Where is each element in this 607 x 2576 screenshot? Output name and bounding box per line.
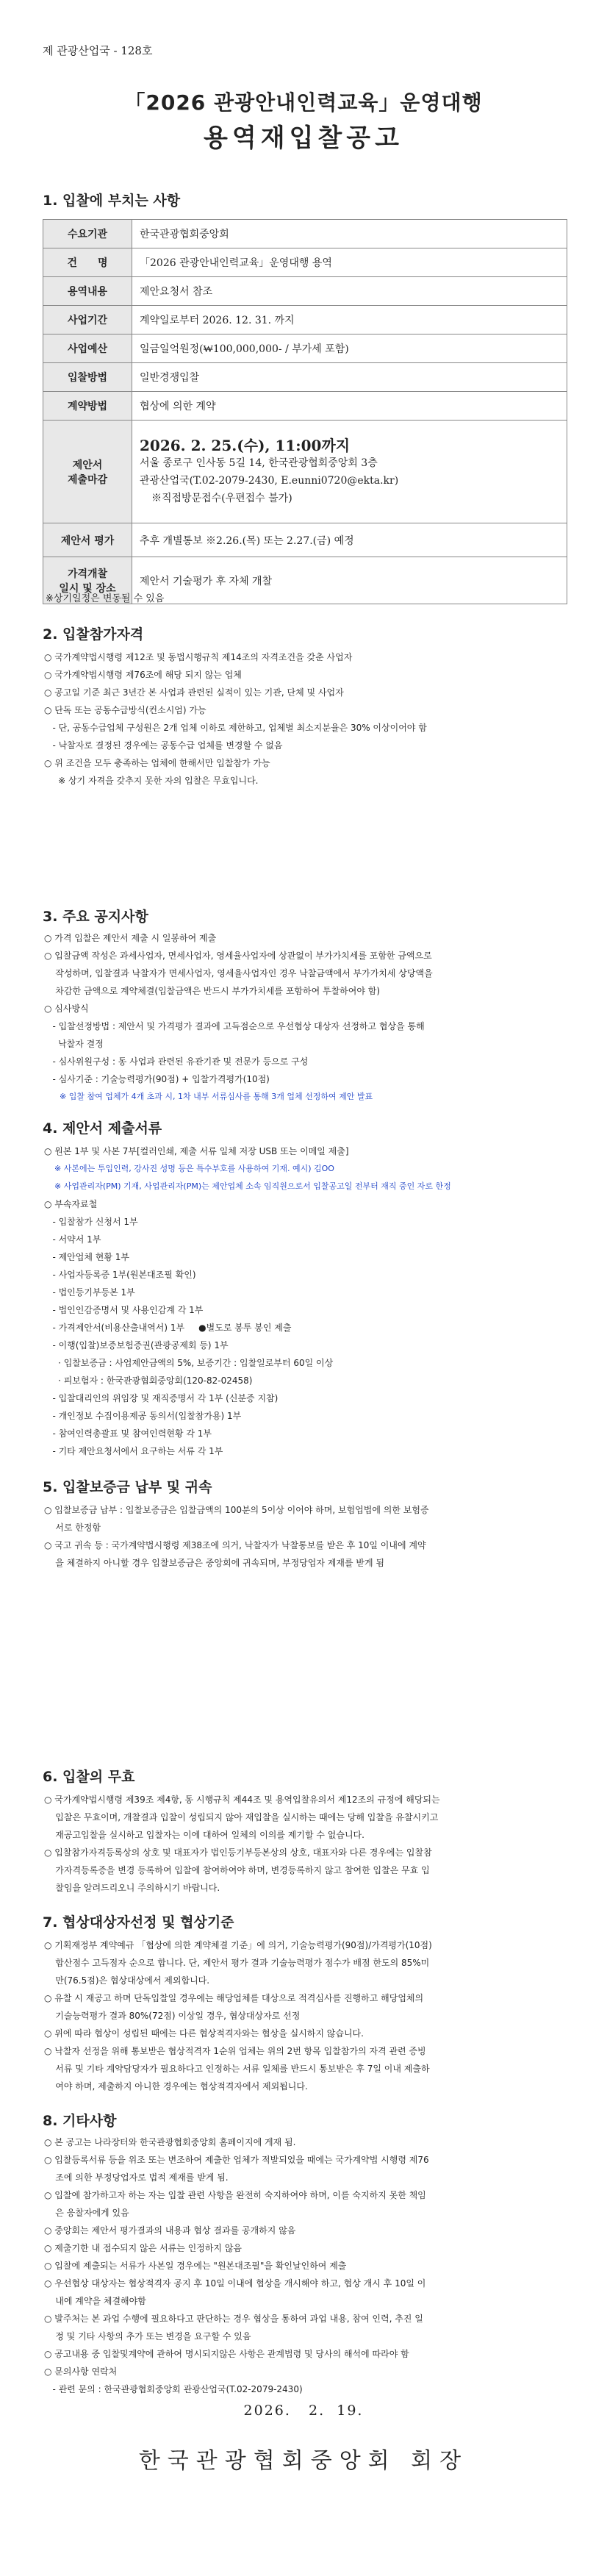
list-item: - 입찰참가 신청서 1부 <box>44 1217 138 1227</box>
list-item: ○ 위 조건을 모두 충족하는 업체에 한해서만 입찰참가 가능 <box>44 758 270 768</box>
issuer-signature: 한국관광협회중앙회 회장 <box>138 2448 469 2474</box>
section5-body <box>44 1501 573 1572</box>
list-item: 정 및 기타 사항의 추가 또는 변경을 요구할 수 있음 <box>44 2331 251 2341</box>
section2-body <box>44 648 573 790</box>
list-item: · 피보험자 : 한국관광협회중앙회(120-82-02458) <box>44 1375 253 1386</box>
list-item: ※ 상기 자격을 갖추지 못한 자의 입찰은 무효입니다. <box>44 776 259 786</box>
row-header: 수요기관 <box>43 220 132 248</box>
list-item: - 심사기준 : 기술능력평가(90점) + 입찰가격평가(10점) <box>44 1074 270 1084</box>
list-item: ○ 유찰 시 재공고 하며 단독입찰일 경우에는 해당업체를 대상으로 적격심사를 진행하고 해당업체의 <box>44 1993 424 2003</box>
list-item: 낙찰자 결정 <box>44 1039 104 1049</box>
evaluation-row <box>43 523 567 557</box>
row-header: 사업기간 <box>43 306 132 334</box>
row-value: 계약일로부터 2026. 12. 31. 까지 <box>132 306 567 334</box>
list-item: ※ 사업관리자(PM) 기재, 사업관리자(PM)는 제안업체 소속 임직원으로서 입찰공고일 전부터 재직 중인 자로 한정 <box>44 1181 451 1191</box>
row-value: 한국관광협회중앙회 <box>132 220 567 248</box>
row-header: 입찰방법 <box>43 363 132 392</box>
list-item: - 심사위원구성 : 동 사업과 관련된 유관기관 및 전문가 등으로 구성 <box>44 1056 309 1067</box>
list-item: 찰임을 알려드리오니 주의하시기 바랍니다. <box>44 1883 220 1893</box>
list-item: ○ 중앙회는 제안서 평가결과의 내용과 협상 결과를 공개하지 않음 <box>44 2225 296 2236</box>
table-row <box>43 392 567 421</box>
list-item: 기술능력평가 결과 80%(72점) 이상일 경우, 협상대상자로 선정 <box>44 2011 301 2021</box>
list-item: - 개인정보 수집이용제공 동의서(입찰참가용) 1부 <box>44 1411 242 1421</box>
list-item: ※ 사본에는 투입인력, 강사진 성명 등은 특수부호를 사용하여 기재. 예시) 김OO <box>44 1164 334 1173</box>
deadline-address: 서울 종로구 인사동 5길 14, 한국관광협회중앙회 3층 <box>140 457 378 469</box>
deadline-contact: 관광산업국(T.02-2079-2430, E.eunni0720@ekta.kr) <box>140 474 399 487</box>
section6-heading: 6. 입찰의 무효 <box>43 1769 135 1785</box>
list-item: 작성하며, 입찰결과 낙찰자가 면세사업자, 영세율사업자인 경우 낙찰금액에서 부가가치세 상당액을 <box>44 968 433 978</box>
price-header-line2: 일시 및 장소 <box>59 582 116 595</box>
section3-heading: 3. 주요 공지사항 <box>43 909 148 925</box>
list-item: ○ 기획재정부 계약예규 「협상에 의한 계약체결 기준」에 의거, 기술능력평가(90점)/가격평가(10점) <box>44 1940 432 1950</box>
list-item: - 제안업체 현황 1부 <box>44 1252 129 1262</box>
row-value: 제안요청서 참조 <box>132 277 567 306</box>
section7-heading: 7. 협상대상자선정 및 협상기준 <box>43 1914 234 1931</box>
bid-info-table <box>43 219 567 604</box>
deadline-header-line1: 제안서 <box>72 459 103 471</box>
list-item: - 낙찰자로 결정된 경우에는 공동수급 업체를 변경할 수 없음 <box>44 740 283 751</box>
list-item: ○ 가격 입찰은 제안서 제출 시 일봉하여 제출 <box>44 933 217 943</box>
table-row <box>43 306 567 334</box>
section6-body <box>44 1791 573 1897</box>
announcement-date: 2026. 2. 19. <box>243 2403 364 2419</box>
list-item: 내에 계약을 체결해야함 <box>44 2296 146 2306</box>
row-value: 제안서 기술평가 후 자체 개찰 <box>132 557 567 604</box>
list-item: 만(76.5점)은 협상대상에서 제외합니다. <box>44 1975 210 1986</box>
list-item: ○ 공고일 기준 최근 3년간 본 사업과 관련된 실적이 있는 기관, 단체 및 사업자 <box>44 687 344 698</box>
list-item: - 법인등기부등본 1부 <box>44 1287 135 1298</box>
row-value: 「2026 관광안내인력교육」운영대행 용역 <box>132 248 567 277</box>
section4-body <box>44 1142 573 1460</box>
list-item: ○ 위에 따라 협상이 성립된 때에는 다른 협상적격자와는 협상을 실시하지 않습니다. <box>44 2028 364 2039</box>
row-value: 추후 개별통보 ※2.26.(목) 또는 2.27.(금) 예정 <box>132 523 567 557</box>
list-item: - 이행(입찰)보증보험증권(관광공제회 등) 1부 <box>44 1340 229 1350</box>
table-row <box>43 334 567 363</box>
list-item: - 입찰선정방법 : 제안서 및 가격평가 결과에 고득점순으로 우선협상 대상자 선정하고 협상을 통해 <box>44 1021 425 1031</box>
row-header: 사업예산 <box>43 334 132 363</box>
list-item: ○ 원본 1부 및 사본 7부[컬러인쇄, 제출 서류 일체 저장 USB 또는 이메일 제출] <box>44 1146 349 1156</box>
list-item: - 단, 공동수급업체 구성원은 2개 업체 이하로 제한하고, 업체별 최소지분율은 30% 이상이어야 함 <box>44 723 427 733</box>
list-item: ○ 입찰보증금 납부 : 입찰보증금은 입찰금액의 100분의 5이상 이어야 하며, 보험업법에 의한 보험증 <box>44 1505 429 1515</box>
list-item: - 기타 제안요청서에서 요구하는 서류 각 1부 <box>44 1446 223 1456</box>
list-item: 여야 하며, 제출하지 아니한 경우에는 협상적격자에서 제외됩니다. <box>44 2081 308 2092</box>
list-item: 입찰은 무효이며, 개찰결과 입찰이 성립되지 않아 재입찰을 실시하는 때에는 당해 입찰을 유찰시키고 <box>44 1812 439 1822</box>
section1-heading: 1. 입찰에 부치는 사항 <box>43 193 181 209</box>
deadline-row <box>43 421 567 523</box>
list-item: 서류 및 기타 계약담당자가 필요하다고 인정하는 서류 일체를 반드시 통보받은 후 7일 이내 제출하 <box>44 2064 430 2074</box>
list-item: ○ 국고 귀속 등 : 국가계약법시행령 제38조에 의거, 낙찰자가 낙찰통보를 받은 후 10일 이내에 계약 <box>44 1540 426 1550</box>
table-row <box>43 363 567 392</box>
list-item: ○ 문의사항 연락처 <box>44 2366 118 2377</box>
row-header: 용역내용 <box>43 277 132 306</box>
price-header-line1: 가격개찰 <box>67 568 108 580</box>
section8-heading: 8. 기타사항 <box>43 2113 117 2129</box>
list-item: ○ 심사방식 <box>44 1003 89 1014</box>
list-item: ○ 입찰에 참가하고자 하는 자는 입찰 관련 사항을 완전히 숙지하여야 하며, 이를 숙지하지 못한 책임 <box>44 2190 426 2200</box>
list-item: ○ 본 공고는 나라장터와 한국관광협회중앙회 홈페이지에 게재 됨. <box>44 2137 296 2147</box>
row-value: 협상에 의한 계약 <box>132 392 567 421</box>
list-item: ○ 입찰참가자격등록상의 상호 및 대표자가 법인등기부등본상의 상호, 대표자와 다른 경우에는 입찰참 <box>44 1847 432 1858</box>
list-item: 가자격등록증을 변경 등록하여 입찰에 참여하여야 하며, 변경등록하지 않고 참여한 입찰은 무효 입 <box>44 1865 430 1875</box>
document-number: 제 관광산업국 - 128호 <box>43 44 153 57</box>
list-item: - 참여인력총괄표 및 참여인력현황 각 1부 <box>44 1428 212 1439</box>
list-item: ○ 공고내용 중 입찰및계약에 관하여 명시되지않은 사항은 관계법령 및 당사의 해석에 따라야 함 <box>44 2349 409 2359</box>
section3-body <box>44 929 573 1106</box>
list-item: - 법인인감증명서 및 사용인감계 각 1부 <box>44 1305 204 1315</box>
list-item: ※ 입찰 참여 업체가 4개 초과 시, 1차 내부 서류심사를 통해 3개 업체 선정하여 제안 발표 <box>44 1092 373 1101</box>
section7-body <box>44 1936 573 2095</box>
row-header: 제안서 평가 <box>43 523 132 557</box>
section8-body <box>44 2133 573 2398</box>
list-item: ○ 우선협상 대상자는 협상적격자 공지 후 10일 이내에 협상을 개시해야 하고, 협상 개시 후 10일 이 <box>44 2278 426 2289</box>
list-item: ○ 부속자료철 <box>44 1199 98 1209</box>
list-item: 조에 의한 부정당업자로 법적 제재를 받게 됨. <box>44 2172 229 2183</box>
row-header: 계약방법 <box>43 392 132 421</box>
title-line2: 용역재입찰공고 <box>204 124 403 153</box>
list-item: - 관련 문의 : 한국관광협회중앙회 관광산업국(T.02-2079-2430) <box>44 2384 303 2394</box>
list-item: - 사업자등록증 1부(원본대조필 확인) <box>44 1270 196 1280</box>
list-item: 차감한 금액으로 계약체결(입찰금액은 반드시 부가가치세를 포함하여 투찰하여야 함) <box>44 986 381 996</box>
section5-heading: 5. 입찰보증금 납부 및 귀속 <box>43 1479 212 1495</box>
list-item: ○ 입찰등록서류 등을 위조 또는 변조하여 제출한 업체가 적발되었을 때에는 국가계약법 시행령 제76 <box>44 2155 429 2165</box>
deadline-header <box>43 421 132 523</box>
list-item: ○ 단독 또는 공동수급방식(컨소시엄) 가능 <box>44 705 206 715</box>
list-item: 합산점수 고득점자 순으로 합니다. 단, 제안서 평가 결과 기술능력평가 점수가 배점 한도의 85%미 <box>44 1958 430 1968</box>
row-header: 건 명 <box>43 248 132 277</box>
list-item: - 가격제안서(비용산출내역서) 1부 ●별도로 봉투 봉인 제출 <box>44 1323 292 1333</box>
list-item: ○ 낙찰자 선정을 위해 통보받은 협상적격자 1순위 업체는 위의 2번 항목 입찰참가의 자격 관련 증빙 <box>44 2046 426 2056</box>
list-item: 을 체결하지 아니할 경우 입찰보증금은 중앙회에 귀속되며, 부정당업자 제재를 받게 됨 <box>44 1558 384 1568</box>
deadline-direct-note: ※직접방문접수(우편접수 불가) <box>151 492 292 504</box>
list-item: - 서약서 1부 <box>44 1234 101 1245</box>
list-item: ○ 국가계약법시행령 제12조 및 동법시행규칙 제14조의 자격조건을 갖춘 사업자 <box>44 652 353 662</box>
list-item: ○ 입찰금액 작성은 과세사업자, 면세사업자, 영세율사업자에 상관없이 부가가치세를 포함한 금액으로 <box>44 951 432 961</box>
table-row <box>43 248 567 277</box>
list-item: ○ 국가계약법시행령 제76조에 해당 되지 않는 업체 <box>44 670 242 680</box>
deadline-header-line2: 제출마감 <box>67 473 108 486</box>
deadline-value <box>132 421 567 523</box>
list-item: ○ 발주처는 본 과업 수행에 필요하다고 판단하는 경우 협상을 통하여 과업 내용, 참여 인력, 추진 일 <box>44 2314 423 2324</box>
section2-heading: 2. 입찰참가자격 <box>43 626 144 643</box>
list-item: - 입찰대리인의 위임장 및 재직증명서 각 1부 (신분증 지참) <box>44 1393 279 1403</box>
list-item: ○ 제출기한 내 접수되지 않은 서류는 인정하지 않음 <box>44 2243 243 2253</box>
list-item: ○ 국가계약법시행령 제39조 제4항, 동 시행규칙 제44조 및 용역입찰유의서 제12조의 규정에 해당되는 <box>44 1795 440 1805</box>
list-item: · 입찰보증금 : 사업제안금액의 5%, 보증기간 : 입찰일로부터 60일 이상 <box>44 1358 334 1368</box>
row-value: 일반경쟁입찰 <box>132 363 567 392</box>
list-item: 은 응찰자에게 있음 <box>44 2208 129 2218</box>
row-value: 일금일억원정(₩100,000,000- / 부가세 포함) <box>132 334 567 363</box>
list-item: 서로 한정함 <box>44 1523 101 1533</box>
list-item: ○ 입찰에 제출되는 서류가 사본일 경우에는 "원본대조필"을 확인날인하여 제출 <box>44 2261 347 2271</box>
title-line1: 「2026 관광안내인력교육」운영대행 <box>124 90 483 115</box>
deadline-date: 2026. 2. 25.(수), 11:00까지 <box>140 436 351 454</box>
table-row <box>43 220 567 248</box>
schedule-change-note: ※상기일정은 변동될 수 있음 <box>46 593 165 604</box>
table-row <box>43 277 567 306</box>
section4-heading: 4. 제안서 제출서류 <box>43 1120 162 1137</box>
list-item: 재공고입찰을 실시하고 입찰자는 이에 대하여 일체의 이의를 제기할 수 없습니다. <box>44 1830 364 1840</box>
